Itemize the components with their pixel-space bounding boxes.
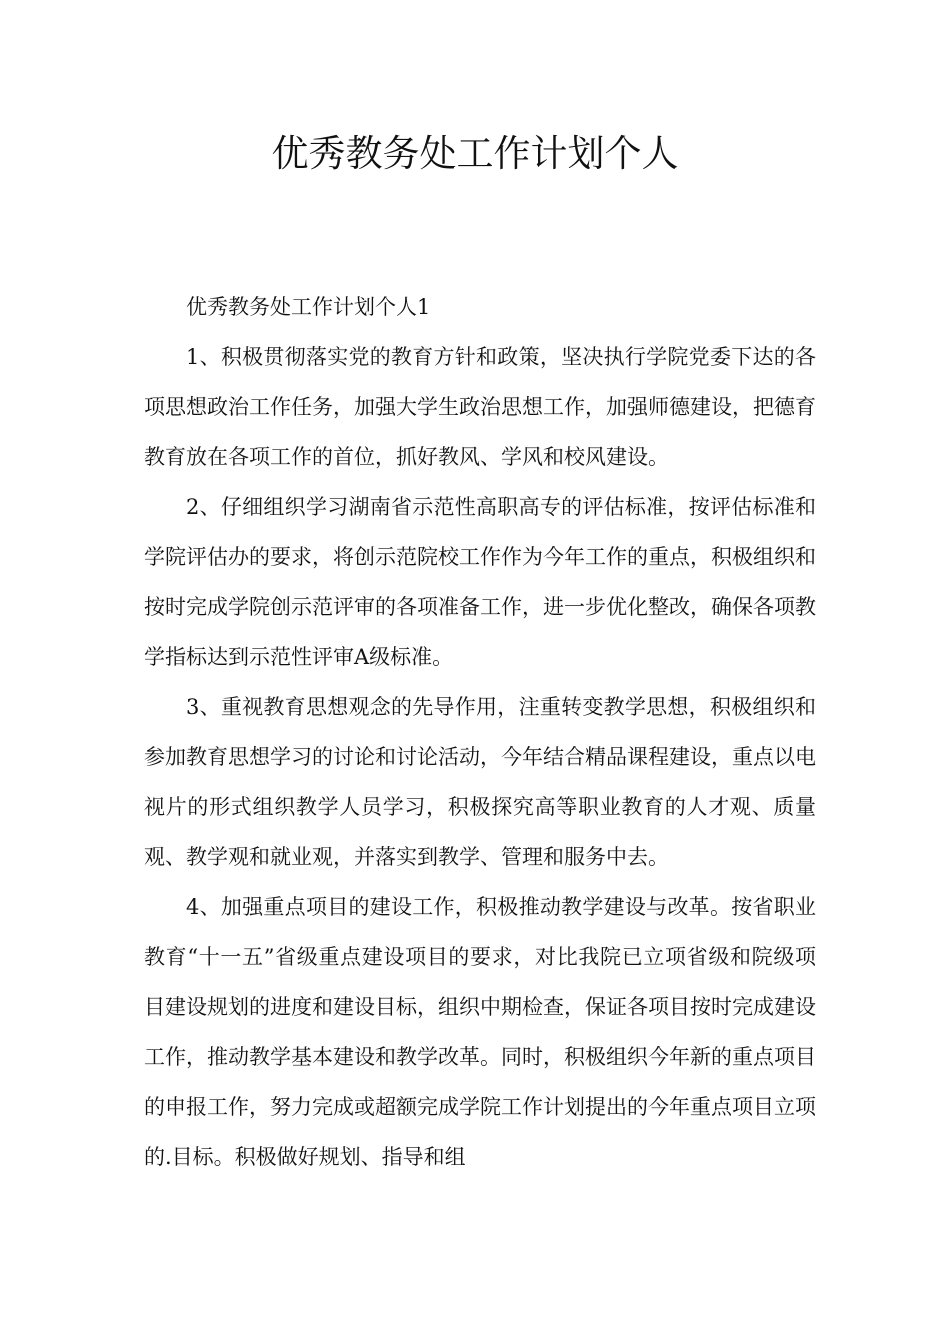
paragraph-1: 1、积极贯彻落实党的教育方针和政策，坚决执行学院党委下达的各项思想政治工作任务，加强大学生政治思想工作，加强师德建设，把德育教育放在各项工作的首位，抓好教风、学风和校风建设。 xyxy=(144,345,816,469)
paragraph-4: 4、加强重点项目的建设工作，积极推动教学建设与改革。按省职业教育“十一五”省级重点建设项目的要求，对比我院已立项省级和院级项目建设规划的进度和建设目标，组织中期检查，保证各项目按时完成建设工作，推动教学基本建设和教学改革。同时，积极组织今年新的重点项目的申报工作，努力完成或超额完成学院工作计划提出的今年重点项目立项的.目标。积极做好规划、指导和组 xyxy=(144,895,816,1169)
document-body xyxy=(144,282,816,1182)
paragraph-3: 3、重视教育思想观念的先导作用，注重转变教学思想，积极组织和参加教育思想学习的讨论和讨论活动，今年结合精品课程建设，重点以电视片的形式组织教学人员学习，积极探究高等职业教育的人才观、质量观、教学观和就业观，并落实到教学、管理和服务中去。 xyxy=(144,695,816,869)
paragraph-heading: 优秀教务处工作计划个人1 xyxy=(186,295,431,319)
paragraph-2: 2、仔细组织学习湖南省示范性高职高专的评估标准，按评估标准和学院评估办的要求，将创示范院校工作作为今年工作的重点，积极组织和按时完成学院创示范评审的各项准备工作，进一步优化整改，确保各项教学指标达到示范性评审A级标准。 xyxy=(144,495,816,669)
document-title: 优秀教务处工作计划个人 xyxy=(271,132,679,175)
